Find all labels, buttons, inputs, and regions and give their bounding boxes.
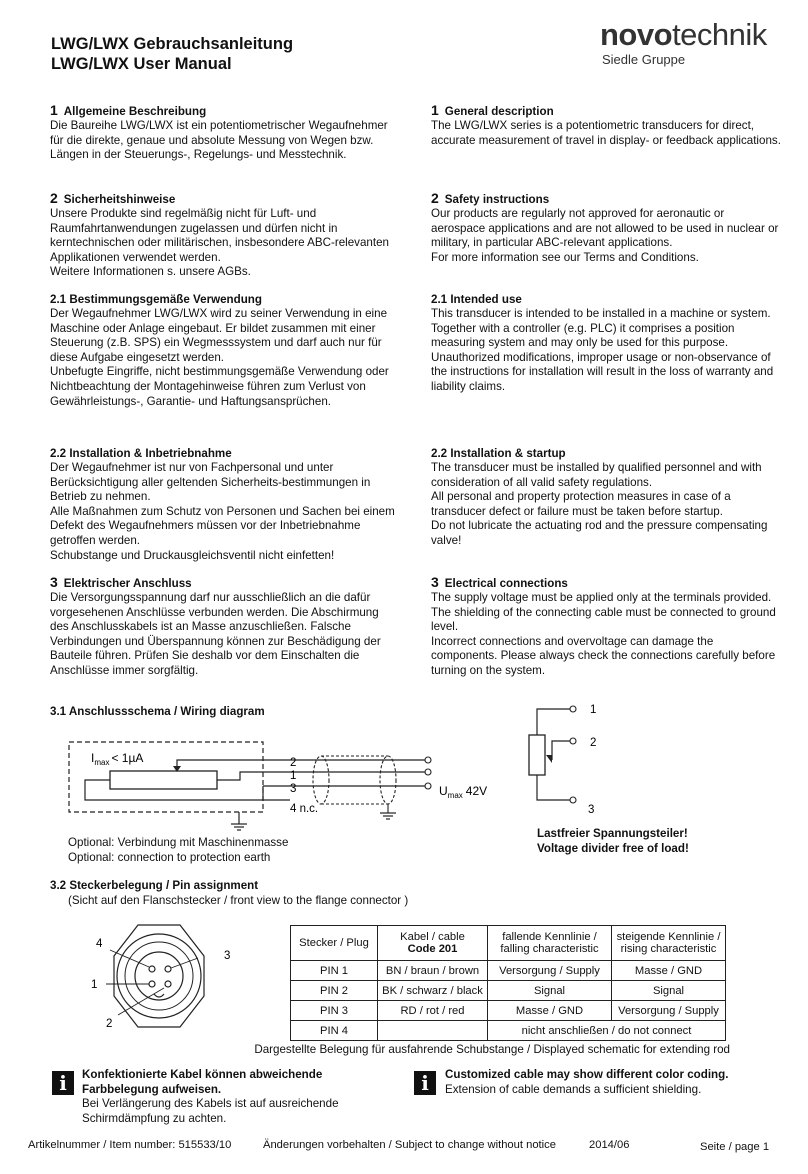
section-heading: 2.1 Bestimmungsgemäße Verwendung <box>50 293 262 306</box>
wiper-line <box>177 760 263 771</box>
section-text: Incorrect connections and overvoltage can damage the components. Please always check the connections carefully before turning on the system. <box>431 634 776 677</box>
cell-cable: RD / rot / red <box>378 1001 488 1021</box>
note-en <box>445 1068 765 1097</box>
connector-face-icon <box>135 952 183 1000</box>
pin-4-icon <box>149 966 155 972</box>
cell-falling: Masse / GND <box>488 1001 612 1021</box>
cell-merged: nicht anschließen / do not connect <box>488 1021 726 1041</box>
table-row <box>291 1021 726 1041</box>
wiring-title: 3.1 Anschlussschema / Wiring diagram <box>50 705 265 718</box>
brand-logo <box>600 18 767 68</box>
divider-note-en: Voltage divider free of load! <box>537 841 689 855</box>
divider-label-3: 3 <box>588 804 595 816</box>
divider-label-1: 1 <box>590 704 597 716</box>
cell-cable: BN / braun / brown <box>378 961 488 981</box>
pin-3-icon <box>165 966 171 972</box>
section-text: Schubstange und Druckausgleichsventil nicht einfetten! <box>50 548 335 562</box>
terminal-icon <box>570 738 576 744</box>
section-heading: Elektrischer Anschluss <box>63 577 192 590</box>
table-row <box>291 1001 726 1021</box>
pin-label-1: 1 <box>290 770 297 782</box>
terminal-icon <box>570 706 576 712</box>
header-plug: Stecker / Plug <box>291 926 378 961</box>
table-row <box>291 961 726 981</box>
optional-de: Optional: Verbindung mit Maschinenmasse <box>68 836 289 849</box>
section-heading: 2.1 Intended use <box>431 293 522 306</box>
section-1-en <box>431 103 781 148</box>
cell-pin: PIN 2 <box>291 981 378 1001</box>
section-heading: 2.2 Installation & startup <box>431 447 566 460</box>
section-text: For more information see our Terms and Conditions. <box>431 250 699 264</box>
section-1-de <box>50 103 400 163</box>
section-heading: 2.2 Installation & Inbetriebnahme <box>50 447 232 460</box>
section-text: Our products are regularly not approved for aeronautic or aerospace applications and are not allowed to be used in nuclear or military, in particular ABC-relevant applications. <box>431 207 779 250</box>
section-text: Der Wegaufnehmer LWG/LWX wird zu seiner Verwendung in eine Maschine oder Anlage eingebaut. Er bildet zusammen mit einer Steuerung (z.B. SPS) ein Wegmesssystem und darf auch nur für diese Aufgabe eingesetzt werden. <box>50 307 388 364</box>
info-icon: i <box>414 1071 436 1095</box>
divider-note-de: Lastfreier Spannungsteiler! <box>537 827 688 840</box>
pins-subtitle: (Sicht auf den Flanschstecker / front view to the flange connector ) <box>68 894 409 907</box>
cell-rising: Signal <box>612 981 726 1001</box>
section-number: 3 <box>431 574 439 590</box>
shield-icon <box>313 756 329 804</box>
section-text: The transducer must be installed by qualified personnel and with consideration of all valid safety regulations. <box>431 461 762 489</box>
cell-pin: PIN 3 <box>291 1001 378 1021</box>
info-icon: i <box>52 1071 74 1095</box>
section-text: The LWG/LWX series is a potentiometric transducers for direct, accurate measurement of travel in display- or feedback applications. <box>431 119 781 147</box>
divider-note <box>537 827 689 856</box>
cell-rising: Versorgung / Supply <box>612 1001 726 1021</box>
terminal-icon <box>425 769 431 775</box>
note-de-bold: Konfektionierte Kabel können abweichende Farbbelegung aufweisen. <box>82 1068 323 1096</box>
logo-subtitle: Siedle Gruppe <box>602 52 686 67</box>
section-heading: Sicherheitshinweise <box>63 193 176 206</box>
section-text: Die Versorgungsspannung darf nur ausschließlich an die dafür vorgesehenen Anschlüsse verbunden werden. Die Abschirmung des Anschlusskabels ist an Masse anzuschließen. Falsche Verbindungen und Überspannung können zur Beschädigung der Bauteile führen. Prüfen Sie deshalb vor dem Einschalten die Anschlüsse immer sorgfältig. <box>50 591 381 677</box>
section-2-de <box>50 191 400 280</box>
pin-label-3: 3 <box>290 783 297 795</box>
pin-1-icon <box>149 981 155 987</box>
section-text: Alle Maßnahmen zum Schutz von Personen und Sachen bei einem Defekt des Wegaufnehmers müssen vor der Inbetriebnahme getroffen werden. <box>50 504 395 547</box>
note-de-text: Bei Verlängerung des Kabels ist auf ausreichende Schirmdämpfung zu achten. <box>82 1097 339 1125</box>
pins-title: 3.2 Steckerbelegung / Pin assignment <box>50 879 259 892</box>
section-2-1-de <box>50 292 400 409</box>
umax-label: $U_{max}$ 42V <box>439 784 488 800</box>
cell-rising: Masse / GND <box>612 961 726 981</box>
section-heading: Allgemeine Beschreibung <box>63 105 207 118</box>
section-number: 2 <box>431 190 439 206</box>
logo-bold: novo <box>600 17 673 52</box>
header-cable: Kabel / cable Code 201 <box>378 926 488 961</box>
section-2-2-en <box>431 446 781 549</box>
section-number: 3 <box>50 574 58 590</box>
terminal-icon <box>425 757 431 763</box>
section-2-en <box>431 191 781 265</box>
section-heading: Safety instructions <box>444 193 550 206</box>
note-de <box>82 1068 372 1126</box>
header-rising: steigende Kennlinie / rising characteristic <box>612 926 726 961</box>
section-text: Weitere Informationen s. unsere AGBs. <box>50 265 251 279</box>
section-text: The supply voltage must be applied only at the terminals provided. The shielding of the connecting cable must be connected to ground level. <box>431 591 776 634</box>
section-number: 1 <box>431 102 439 118</box>
connector-label-3: 3 <box>224 950 231 962</box>
section-heading: Electrical connections <box>444 577 568 590</box>
header-falling: fallende Kennlinie / falling characteristic <box>488 926 612 961</box>
table-row <box>291 981 726 1001</box>
footer-date: 2014/06 <box>589 1139 630 1151</box>
footer-change-notice: Änderungen vorbehalten / Subject to change without notice <box>263 1139 556 1151</box>
section-2-1-en <box>431 292 781 395</box>
imax-label: $I_{max} < 1\mu A$ <box>91 751 144 767</box>
cell-cable: BK / schwarz / black <box>378 981 488 1001</box>
housing-outline <box>69 742 263 812</box>
section-text: This transducer is intended to be installed in a machine or system. Together with a controller (e.g. PLC) it comprises a position measuring system and may only be used for this purpose. <box>431 307 771 350</box>
divider-label-2: 2 <box>590 737 597 749</box>
section-text: Die Baureihe LWG/LWX ist ein potentiometrischer Wegaufnehmer für die direkte, genaue und absolute Messung von Wegen bzw. Längen in der Steuerungs-, Regelungs- und Messtechnik. <box>50 119 388 162</box>
cell-cable <box>378 1021 488 1041</box>
title-en: LWG/LWX User Manual <box>51 55 232 73</box>
pins-caption: Dargestellte Belegung für ausfahrende Schubstange / Displayed schematic for extending rod <box>254 1043 730 1056</box>
pin-label-2: 2 <box>290 757 297 769</box>
resistor-icon <box>110 771 217 789</box>
terminal-icon <box>425 783 431 789</box>
section-3-de <box>50 575 400 679</box>
section-number: 1 <box>50 102 58 118</box>
divider-resistor-icon <box>529 735 545 775</box>
section-text: Der Wegaufnehmer ist nur von Fachpersonal und unter Berücksichtigung aller geltenden Sicherheits-bestimmungen in Betrieb zu nehmen. <box>50 461 371 504</box>
footer-item-number: Artikelnummer / Item number: 515533/10 <box>28 1139 232 1151</box>
logo-light: technik <box>672 17 767 52</box>
connector-label-1: 1 <box>91 979 98 991</box>
section-text: All personal and property protection measures in case of a transducer defect or failure must be taken before startup. <box>431 490 731 518</box>
cell-pin: PIN 1 <box>291 961 378 981</box>
note-en-text: Extension of cable demands a sufficient shielding. <box>445 1082 702 1096</box>
cell-pin: PIN 4 <box>291 1021 378 1041</box>
optional-en: Optional: connection to protection earth <box>68 850 271 864</box>
connector-label-4: 4 <box>96 938 103 950</box>
cell-falling: Versorgung / Supply <box>488 961 612 981</box>
section-2-2-de <box>50 446 400 563</box>
section-text: Unbefugte Eingriffe, nicht bestimmungsgemäße Verwendung oder Nichtbeachtung der Montagehinweise führen zum Verlust von Gewährleistungs-, Garantie- und Haftungsansprüchen. <box>50 365 389 408</box>
note-en-bold: Customized cable may show different color coding. <box>445 1068 729 1081</box>
cell-falling: Signal <box>488 981 612 1001</box>
section-text: Unsere Produkte sind regelmäßig nicht für Luft- und Raumfahrtanwendungen zugelassen und dürfen nicht in kerntechnischen oder militärischen, insbesondere ABC-relevanten Applikationen verwendet werden. <box>50 207 389 264</box>
title-de: LWG/LWX Gebrauchsanleitung <box>51 35 294 53</box>
connector-key-icon <box>154 994 164 997</box>
terminal-icon <box>570 797 576 803</box>
section-3-en <box>431 575 781 679</box>
pin-label-4: 4 n.c. <box>290 803 319 815</box>
connector-diagram <box>80 920 240 1035</box>
wiring-optional-note <box>68 836 288 865</box>
page-title <box>51 34 293 74</box>
pin-2-icon <box>165 981 171 987</box>
footer-page: Seite / page 1 <box>700 1141 770 1153</box>
connector-hex-icon <box>114 925 204 1027</box>
divider-wiper-icon <box>546 755 552 763</box>
section-text: Do not lubricate the actuating rod and the pressure compensating valve! <box>431 519 768 547</box>
section-number: 2 <box>50 190 58 206</box>
pin-table-header <box>291 926 726 961</box>
connector-label-2: 2 <box>106 1018 113 1030</box>
pin-table <box>290 925 726 1041</box>
section-heading: General description <box>444 105 554 118</box>
section-text: Unauthorized modifications, improper usage or non-observance of the instructions for installation will result in the loss of warranty and liability claims. <box>431 350 774 393</box>
